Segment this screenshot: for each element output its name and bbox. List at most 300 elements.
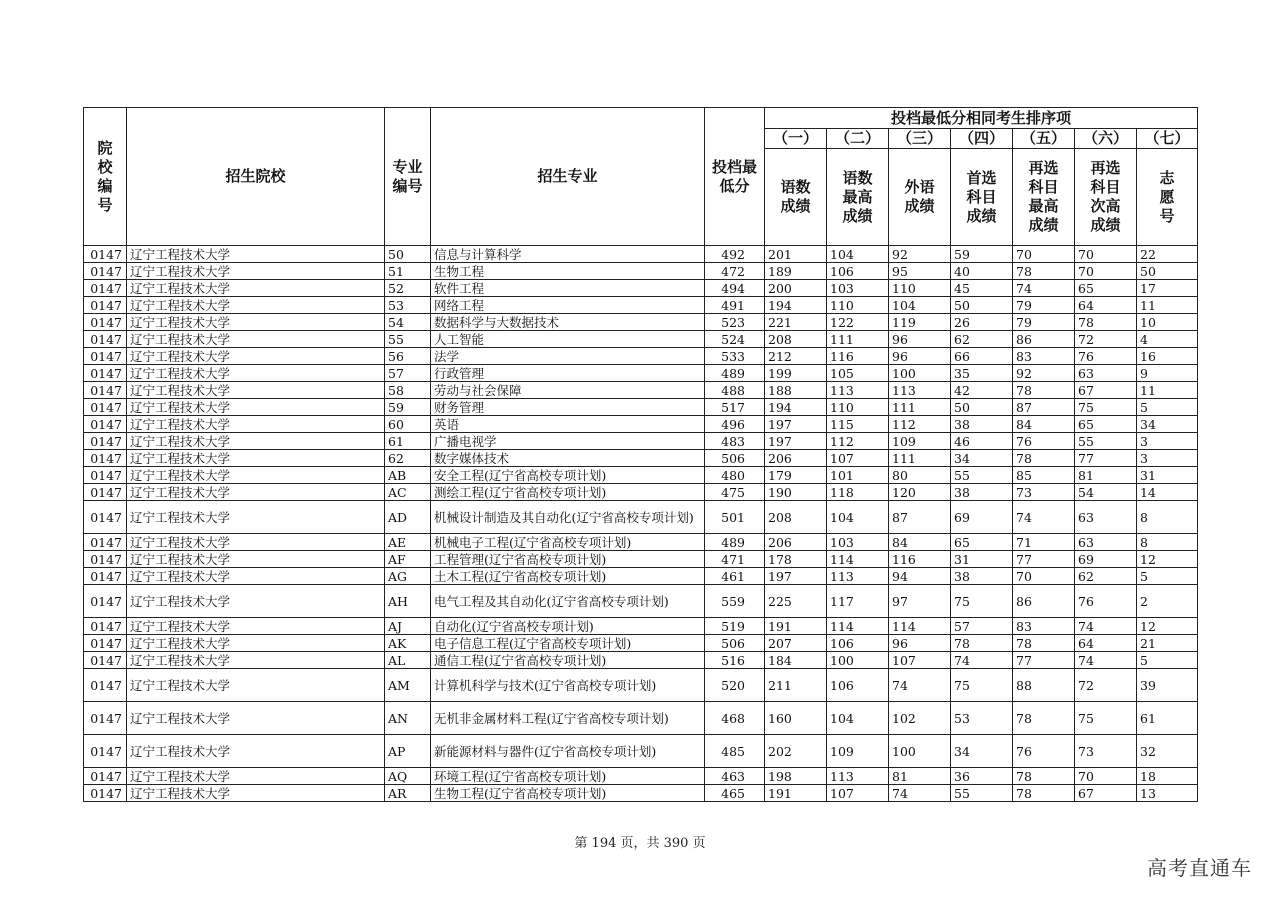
- cell-wish-number: 18: [1137, 768, 1198, 785]
- cell-resel-max-score: 78: [1013, 702, 1075, 735]
- cell-wish-number: 16: [1137, 348, 1198, 365]
- cell-resel-max-score: 83: [1013, 618, 1075, 635]
- cell-yushu-score: 179: [765, 467, 827, 484]
- cell-first-subject-score: 31: [951, 551, 1013, 568]
- cell-major-name: 广播电视学: [431, 433, 705, 450]
- cell-foreign-lang-score: 109: [889, 433, 951, 450]
- cell-school-code: 0147: [84, 399, 127, 416]
- cell-resel-max-score: 77: [1013, 551, 1075, 568]
- cell-foreign-lang-score: 111: [889, 450, 951, 467]
- table-row: [84, 568, 1198, 585]
- cell-major-code: AC: [385, 484, 431, 501]
- cell-major-code: AL: [385, 652, 431, 669]
- table-row: [84, 263, 1198, 280]
- cell-yushu-max-score: 100: [827, 652, 889, 669]
- cell-foreign-lang-score: 96: [889, 635, 951, 652]
- table-row: [84, 467, 1198, 484]
- cell-major-code: AD: [385, 501, 431, 534]
- cell-school-name: 辽宁工程技术大学: [127, 263, 385, 280]
- cell-wish-number: 9: [1137, 365, 1198, 382]
- cell-wish-number: 11: [1137, 382, 1198, 399]
- cell-yushu-score: 208: [765, 501, 827, 534]
- cell-school-code: 0147: [84, 551, 127, 568]
- cell-major-name: 新能源材料与器件(辽宁省高校专项计划): [431, 735, 705, 768]
- cell-major-name: 生物工程(辽宁省高校专项计划): [431, 785, 705, 802]
- cell-major-code: 60: [385, 416, 431, 433]
- cell-foreign-lang-score: 113: [889, 382, 951, 399]
- cell-school-code: 0147: [84, 635, 127, 652]
- cell-major-code: AE: [385, 534, 431, 551]
- header-sort-number: （二）: [827, 129, 889, 149]
- cell-school-name: 辽宁工程技术大学: [127, 618, 385, 635]
- cell-yushu-score: 197: [765, 433, 827, 450]
- cell-major-name: 机械电子工程(辽宁省高校专项计划): [431, 534, 705, 551]
- cell-first-subject-score: 59: [951, 246, 1013, 263]
- cell-resel-second-score: 64: [1075, 297, 1137, 314]
- cell-yushu-score: 191: [765, 785, 827, 802]
- table-row: [84, 618, 1198, 635]
- cell-major-code: 51: [385, 263, 431, 280]
- cell-school-code: 0147: [84, 618, 127, 635]
- cell-major-name: 计算机科学与技术(辽宁省高校专项计划): [431, 669, 705, 702]
- cell-yushu-max-score: 113: [827, 382, 889, 399]
- cell-major-code: 56: [385, 348, 431, 365]
- cell-foreign-lang-score: 120: [889, 484, 951, 501]
- cell-resel-max-score: 85: [1013, 467, 1075, 484]
- table-row: [84, 534, 1198, 551]
- cell-yushu-max-score: 113: [827, 568, 889, 585]
- cell-major-name: 安全工程(辽宁省高校专项计划): [431, 467, 705, 484]
- cell-school-code: 0147: [84, 467, 127, 484]
- cell-resel-max-score: 76: [1013, 433, 1075, 450]
- cell-resel-max-score: 76: [1013, 735, 1075, 768]
- cell-min-score: 519: [705, 618, 765, 635]
- cell-wish-number: 3: [1137, 450, 1198, 467]
- cell-wish-number: 3: [1137, 433, 1198, 450]
- cell-resel-second-score: 69: [1075, 551, 1137, 568]
- cell-min-score: 501: [705, 501, 765, 534]
- cell-min-score: 520: [705, 669, 765, 702]
- cell-major-name: 劳动与社会保障: [431, 382, 705, 399]
- cell-yushu-max-score: 103: [827, 534, 889, 551]
- cell-foreign-lang-score: 81: [889, 768, 951, 785]
- table-row: [84, 433, 1198, 450]
- cell-min-score: 492: [705, 246, 765, 263]
- cell-major-code: AG: [385, 568, 431, 585]
- cell-resel-max-score: 78: [1013, 785, 1075, 802]
- header-sort-item: 志愿号: [1137, 149, 1198, 246]
- table-row: [84, 280, 1198, 297]
- cell-foreign-lang-score: 96: [889, 331, 951, 348]
- cell-major-name: 土木工程(辽宁省高校专项计划): [431, 568, 705, 585]
- cell-school-code: 0147: [84, 433, 127, 450]
- cell-school-code: 0147: [84, 768, 127, 785]
- cell-major-name: 测绘工程(辽宁省高校专项计划): [431, 484, 705, 501]
- table-row: [84, 348, 1198, 365]
- cell-major-code: AJ: [385, 618, 431, 635]
- header-sort-item: 外语成绩: [889, 149, 951, 246]
- header-major-code: 专业编号: [385, 108, 431, 246]
- cell-first-subject-score: 75: [951, 669, 1013, 702]
- cell-major-code: 53: [385, 297, 431, 314]
- cell-major-name: 英语: [431, 416, 705, 433]
- cell-yushu-score: 206: [765, 534, 827, 551]
- cell-yushu-max-score: 106: [827, 263, 889, 280]
- cell-major-name: 财务管理: [431, 399, 705, 416]
- cell-school-name: 辽宁工程技术大学: [127, 416, 385, 433]
- cell-yushu-score: 199: [765, 365, 827, 382]
- cell-first-subject-score: 34: [951, 450, 1013, 467]
- cell-wish-number: 61: [1137, 702, 1198, 735]
- cell-major-name: 工程管理(辽宁省高校专项计划): [431, 551, 705, 568]
- cell-first-subject-score: 26: [951, 314, 1013, 331]
- table-row: [84, 501, 1198, 534]
- cell-major-name: 电子信息工程(辽宁省高校专项计划): [431, 635, 705, 652]
- header-sort-item: 首选科目成绩: [951, 149, 1013, 246]
- table-row: [84, 365, 1198, 382]
- cell-yushu-max-score: 109: [827, 735, 889, 768]
- cell-min-score: 496: [705, 416, 765, 433]
- cell-resel-max-score: 87: [1013, 399, 1075, 416]
- cell-yushu-max-score: 118: [827, 484, 889, 501]
- cell-wish-number: 5: [1137, 568, 1198, 585]
- cell-school-name: 辽宁工程技术大学: [127, 568, 385, 585]
- cell-foreign-lang-score: 107: [889, 652, 951, 669]
- cell-school-name: 辽宁工程技术大学: [127, 484, 385, 501]
- cell-major-name: 生物工程: [431, 263, 705, 280]
- cell-yushu-max-score: 111: [827, 331, 889, 348]
- cell-resel-second-score: 70: [1075, 263, 1137, 280]
- cell-yushu-max-score: 113: [827, 768, 889, 785]
- cell-major-code: 52: [385, 280, 431, 297]
- cell-yushu-score: 191: [765, 618, 827, 635]
- cell-resel-second-score: 65: [1075, 280, 1137, 297]
- cell-resel-max-score: 71: [1013, 534, 1075, 551]
- cell-major-name: 软件工程: [431, 280, 705, 297]
- header-school: 招生院校: [127, 108, 385, 246]
- cell-school-name: 辽宁工程技术大学: [127, 433, 385, 450]
- cell-major-name: 电气工程及其自动化(辽宁省高校专项计划): [431, 585, 705, 618]
- cell-school-code: 0147: [84, 501, 127, 534]
- cell-school-code: 0147: [84, 280, 127, 297]
- cell-wish-number: 34: [1137, 416, 1198, 433]
- cell-first-subject-score: 45: [951, 280, 1013, 297]
- cell-resel-second-score: 67: [1075, 382, 1137, 399]
- cell-yushu-max-score: 114: [827, 618, 889, 635]
- cell-foreign-lang-score: 74: [889, 669, 951, 702]
- cell-yushu-max-score: 104: [827, 501, 889, 534]
- header-sort-number: （四）: [951, 129, 1013, 149]
- cell-wish-number: 4: [1137, 331, 1198, 348]
- cell-wish-number: 5: [1137, 652, 1198, 669]
- cell-yushu-score: 208: [765, 331, 827, 348]
- table-row: [84, 652, 1198, 669]
- cell-resel-max-score: 79: [1013, 314, 1075, 331]
- cell-school-code: 0147: [84, 702, 127, 735]
- header-sort-number: （七）: [1137, 129, 1198, 149]
- cell-school-name: 辽宁工程技术大学: [127, 467, 385, 484]
- table-row: [84, 585, 1198, 618]
- cell-min-score: 506: [705, 450, 765, 467]
- cell-major-name: 通信工程(辽宁省高校专项计划): [431, 652, 705, 669]
- cell-foreign-lang-score: 97: [889, 585, 951, 618]
- cell-school-name: 辽宁工程技术大学: [127, 365, 385, 382]
- cell-resel-second-score: 72: [1075, 669, 1137, 702]
- cell-major-code: 50: [385, 246, 431, 263]
- cell-yushu-max-score: 104: [827, 702, 889, 735]
- cell-yushu-max-score: 115: [827, 416, 889, 433]
- cell-major-name: 机械设计制造及其自动化(辽宁省高校专项计划): [431, 501, 705, 534]
- header-school-code: 院校编号: [84, 108, 127, 246]
- cell-major-name: 网络工程: [431, 297, 705, 314]
- cell-school-code: 0147: [84, 331, 127, 348]
- cell-first-subject-score: 35: [951, 365, 1013, 382]
- cell-first-subject-score: 53: [951, 702, 1013, 735]
- cell-resel-second-score: 72: [1075, 331, 1137, 348]
- cell-yushu-max-score: 103: [827, 280, 889, 297]
- cell-school-name: 辽宁工程技术大学: [127, 382, 385, 399]
- cell-major-code: 61: [385, 433, 431, 450]
- cell-major-code: AP: [385, 735, 431, 768]
- cell-yushu-score: 225: [765, 585, 827, 618]
- cell-major-code: 55: [385, 331, 431, 348]
- cell-school-code: 0147: [84, 484, 127, 501]
- cell-foreign-lang-score: 96: [889, 348, 951, 365]
- cell-min-score: 468: [705, 702, 765, 735]
- cell-min-score: 491: [705, 297, 765, 314]
- watermark: 高考直通车: [1147, 856, 1252, 880]
- cell-foreign-lang-score: 114: [889, 618, 951, 635]
- cell-resel-max-score: 78: [1013, 768, 1075, 785]
- cell-first-subject-score: 57: [951, 618, 1013, 635]
- cell-yushu-score: 188: [765, 382, 827, 399]
- cell-yushu-score: 197: [765, 416, 827, 433]
- cell-major-code: 54: [385, 314, 431, 331]
- cell-school-code: 0147: [84, 263, 127, 280]
- cell-school-name: 辽宁工程技术大学: [127, 702, 385, 735]
- cell-resel-second-score: 64: [1075, 635, 1137, 652]
- cell-resel-second-score: 73: [1075, 735, 1137, 768]
- cell-min-score: 463: [705, 768, 765, 785]
- cell-school-code: 0147: [84, 669, 127, 702]
- cell-major-code: AR: [385, 785, 431, 802]
- cell-first-subject-score: 50: [951, 399, 1013, 416]
- cell-first-subject-score: 40: [951, 263, 1013, 280]
- cell-major-code: AF: [385, 551, 431, 568]
- cell-school-code: 0147: [84, 382, 127, 399]
- cell-min-score: 480: [705, 467, 765, 484]
- cell-foreign-lang-score: 110: [889, 280, 951, 297]
- table-row: [84, 399, 1198, 416]
- cell-foreign-lang-score: 111: [889, 399, 951, 416]
- cell-major-code: 58: [385, 382, 431, 399]
- cell-foreign-lang-score: 112: [889, 416, 951, 433]
- cell-school-code: 0147: [84, 652, 127, 669]
- cell-major-name: 信息与计算科学: [431, 246, 705, 263]
- cell-resel-max-score: 74: [1013, 501, 1075, 534]
- cell-first-subject-score: 42: [951, 382, 1013, 399]
- cell-resel-second-score: 54: [1075, 484, 1137, 501]
- table-row: [84, 450, 1198, 467]
- cell-yushu-max-score: 107: [827, 785, 889, 802]
- cell-yushu-score: 198: [765, 768, 827, 785]
- cell-school-code: 0147: [84, 785, 127, 802]
- cell-min-score: 516: [705, 652, 765, 669]
- cell-yushu-score: 197: [765, 568, 827, 585]
- cell-major-name: 人工智能: [431, 331, 705, 348]
- cell-wish-number: 11: [1137, 297, 1198, 314]
- cell-foreign-lang-score: 80: [889, 467, 951, 484]
- cell-resel-second-score: 63: [1075, 534, 1137, 551]
- cell-yushu-score: 206: [765, 450, 827, 467]
- cell-min-score: 485: [705, 735, 765, 768]
- cell-wish-number: 17: [1137, 280, 1198, 297]
- cell-yushu-score: 160: [765, 702, 827, 735]
- cell-yushu-score: 190: [765, 484, 827, 501]
- table-row: [84, 669, 1198, 702]
- cell-school-code: 0147: [84, 314, 127, 331]
- cell-school-name: 辽宁工程技术大学: [127, 635, 385, 652]
- cell-major-name: 自动化(辽宁省高校专项计划): [431, 618, 705, 635]
- cell-yushu-score: 194: [765, 297, 827, 314]
- cell-school-code: 0147: [84, 348, 127, 365]
- cell-major-code: AM: [385, 669, 431, 702]
- cell-major-name: 法学: [431, 348, 705, 365]
- cell-min-score: 494: [705, 280, 765, 297]
- cell-wish-number: 21: [1137, 635, 1198, 652]
- cell-wish-number: 50: [1137, 263, 1198, 280]
- cell-first-subject-score: 46: [951, 433, 1013, 450]
- cell-foreign-lang-score: 102: [889, 702, 951, 735]
- cell-school-name: 辽宁工程技术大学: [127, 399, 385, 416]
- cell-resel-second-score: 75: [1075, 399, 1137, 416]
- cell-wish-number: 5: [1137, 399, 1198, 416]
- header-sort-item: 再选科目最高成绩: [1013, 149, 1075, 246]
- cell-min-score: 475: [705, 484, 765, 501]
- cell-yushu-max-score: 107: [827, 450, 889, 467]
- cell-major-name: 无机非金属材料工程(辽宁省高校专项计划): [431, 702, 705, 735]
- cell-major-code: 62: [385, 450, 431, 467]
- cell-wish-number: 8: [1137, 534, 1198, 551]
- table-row: [84, 702, 1198, 735]
- header-sort-item: 语数最高成绩: [827, 149, 889, 246]
- cell-min-score: 559: [705, 585, 765, 618]
- cell-yushu-score: 212: [765, 348, 827, 365]
- cell-school-name: 辽宁工程技术大学: [127, 551, 385, 568]
- cell-major-code: AH: [385, 585, 431, 618]
- cell-resel-second-score: 78: [1075, 314, 1137, 331]
- cell-resel-second-score: 63: [1075, 365, 1137, 382]
- cell-min-score: 483: [705, 433, 765, 450]
- cell-major-code: 59: [385, 399, 431, 416]
- cell-foreign-lang-score: 100: [889, 735, 951, 768]
- cell-foreign-lang-score: 74: [889, 785, 951, 802]
- cell-min-score: 489: [705, 365, 765, 382]
- cell-resel-max-score: 78: [1013, 450, 1075, 467]
- cell-yushu-max-score: 122: [827, 314, 889, 331]
- cell-school-code: 0147: [84, 297, 127, 314]
- cell-school-name: 辽宁工程技术大学: [127, 314, 385, 331]
- table-row: [84, 768, 1198, 785]
- cell-yushu-max-score: 110: [827, 297, 889, 314]
- cell-first-subject-score: 38: [951, 484, 1013, 501]
- cell-major-code: 57: [385, 365, 431, 382]
- header-min-score: 投档最低分: [705, 108, 765, 246]
- cell-first-subject-score: 69: [951, 501, 1013, 534]
- cell-foreign-lang-score: 84: [889, 534, 951, 551]
- cell-foreign-lang-score: 95: [889, 263, 951, 280]
- cell-major-code: AN: [385, 702, 431, 735]
- cell-major-name: 数字媒体技术: [431, 450, 705, 467]
- table-row: [84, 785, 1198, 802]
- cell-yushu-score: 194: [765, 399, 827, 416]
- header-sort-item: 再选科目次高成绩: [1075, 149, 1137, 246]
- cell-yushu-max-score: 101: [827, 467, 889, 484]
- header-sort-group: 投档最低分相同考生排序项: [765, 108, 1198, 129]
- cell-wish-number: 31: [1137, 467, 1198, 484]
- cell-resel-max-score: 77: [1013, 652, 1075, 669]
- cell-wish-number: 8: [1137, 501, 1198, 534]
- cell-yushu-score: 221: [765, 314, 827, 331]
- cell-school-name: 辽宁工程技术大学: [127, 348, 385, 365]
- cell-school-name: 辽宁工程技术大学: [127, 297, 385, 314]
- cell-resel-second-score: 70: [1075, 246, 1137, 263]
- cell-yushu-max-score: 106: [827, 669, 889, 702]
- cell-resel-max-score: 79: [1013, 297, 1075, 314]
- cell-foreign-lang-score: 104: [889, 297, 951, 314]
- cell-major-code: AB: [385, 467, 431, 484]
- cell-school-code: 0147: [84, 568, 127, 585]
- cell-min-score: 524: [705, 331, 765, 348]
- cell-first-subject-score: 55: [951, 785, 1013, 802]
- cell-school-name: 辽宁工程技术大学: [127, 768, 385, 785]
- cell-school-name: 辽宁工程技术大学: [127, 735, 385, 768]
- cell-resel-second-score: 76: [1075, 348, 1137, 365]
- cell-wish-number: 22: [1137, 246, 1198, 263]
- cell-yushu-score: 178: [765, 551, 827, 568]
- cell-first-subject-score: 75: [951, 585, 1013, 618]
- cell-yushu-score: 201: [765, 246, 827, 263]
- table-row: [84, 297, 1198, 314]
- cell-wish-number: 13: [1137, 785, 1198, 802]
- table-row: [84, 735, 1198, 768]
- cell-resel-max-score: 84: [1013, 416, 1075, 433]
- page-footer: 第 194 页，共 390 页: [574, 836, 706, 851]
- cell-yushu-score: 207: [765, 635, 827, 652]
- cell-yushu-score: 202: [765, 735, 827, 768]
- cell-yushu-max-score: 117: [827, 585, 889, 618]
- cell-foreign-lang-score: 100: [889, 365, 951, 382]
- cell-school-code: 0147: [84, 365, 127, 382]
- cell-yushu-score: 211: [765, 669, 827, 702]
- cell-min-score: 517: [705, 399, 765, 416]
- cell-school-name: 辽宁工程技术大学: [127, 652, 385, 669]
- cell-school-name: 辽宁工程技术大学: [127, 450, 385, 467]
- header-sort-number: （一）: [765, 129, 827, 149]
- cell-first-subject-score: 55: [951, 467, 1013, 484]
- cell-foreign-lang-score: 119: [889, 314, 951, 331]
- cell-first-subject-score: 74: [951, 652, 1013, 669]
- cell-resel-max-score: 86: [1013, 331, 1075, 348]
- cell-resel-max-score: 70: [1013, 246, 1075, 263]
- cell-resel-second-score: 70: [1075, 768, 1137, 785]
- admission-score-table: [83, 107, 1198, 802]
- cell-first-subject-score: 36: [951, 768, 1013, 785]
- table-row: [84, 314, 1198, 331]
- cell-resel-max-score: 78: [1013, 382, 1075, 399]
- cell-wish-number: 39: [1137, 669, 1198, 702]
- cell-yushu-max-score: 110: [827, 399, 889, 416]
